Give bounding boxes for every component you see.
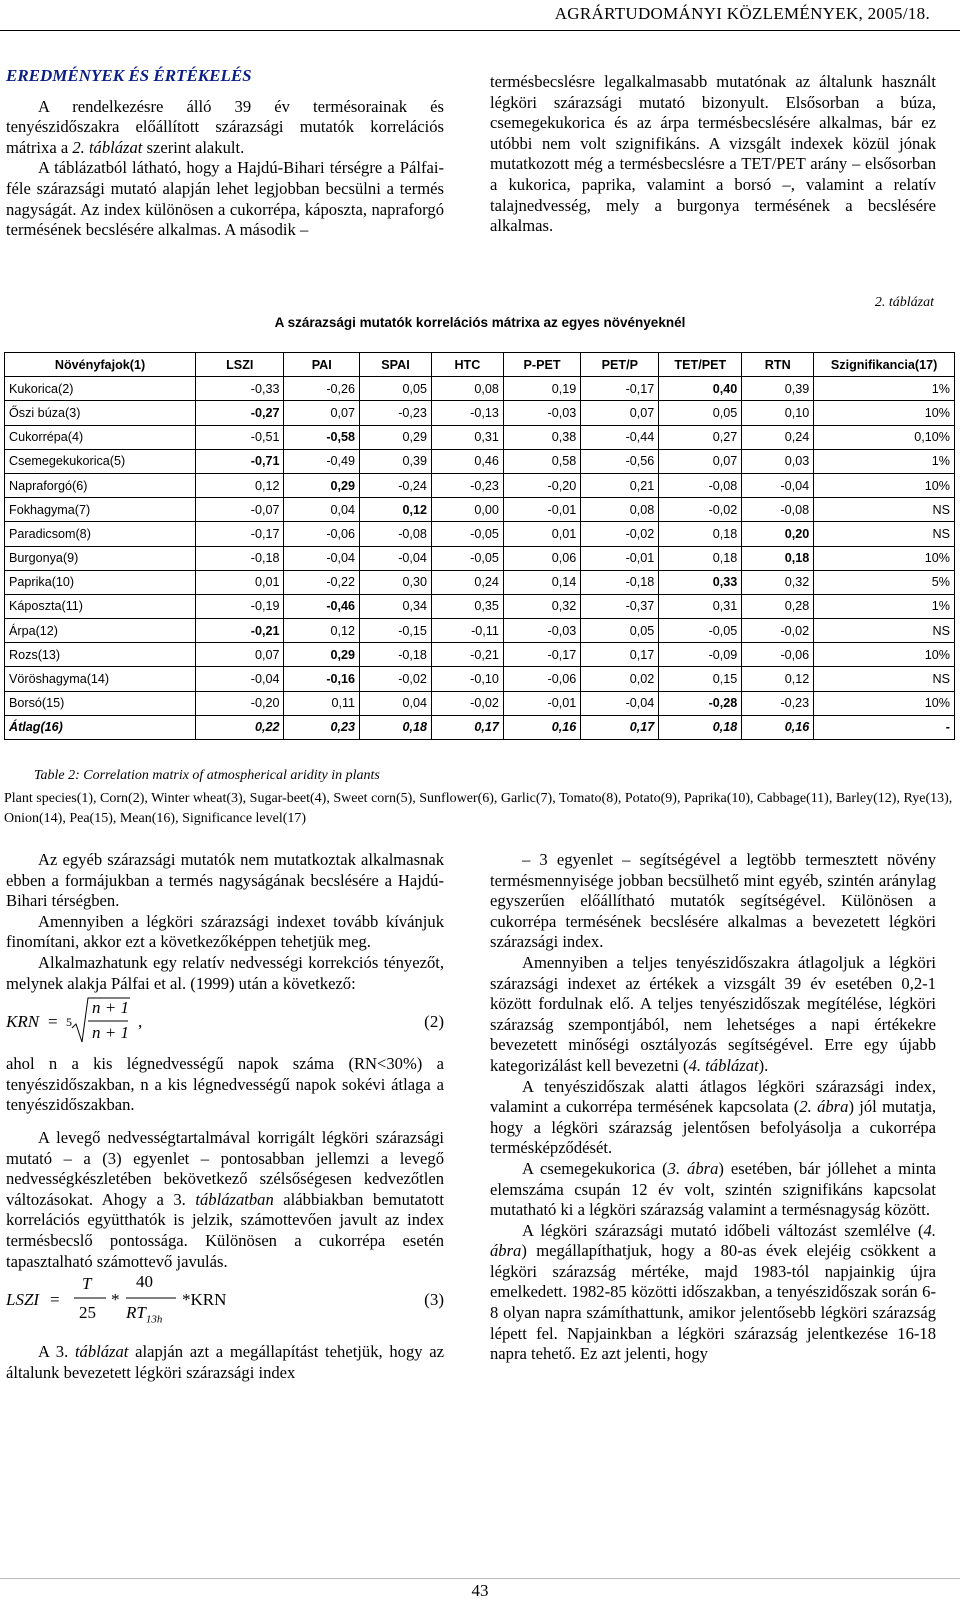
- value-cell: 0,34: [360, 594, 432, 618]
- equation-3: LSZI = T 25 * 40 $RT_{13h}$ *KRN (3): [6, 1272, 444, 1326]
- right-column-bottom: [490, 850, 936, 1365]
- table-row: [5, 619, 955, 643]
- value-cell: 0,38: [503, 425, 580, 449]
- table-header-cell: PAI: [284, 353, 360, 377]
- value-cell: 0,14: [503, 570, 580, 594]
- value-cell: -0,27: [196, 401, 284, 425]
- value-cell: 0,07: [581, 401, 659, 425]
- value-cell: -0,17: [196, 522, 284, 546]
- value-cell: 0,12: [742, 667, 814, 691]
- value-cell: 0,16: [742, 715, 814, 739]
- mean-row: [5, 715, 955, 739]
- value-cell: 0,17: [581, 643, 659, 667]
- value-cell: 5%: [814, 570, 955, 594]
- plant-name-cell: Fokhagyma(7): [5, 498, 196, 522]
- value-cell: 10%: [814, 473, 955, 497]
- table-header-cell: RTN: [742, 353, 814, 377]
- value-cell: 0,24: [431, 570, 503, 594]
- left-column-top: [6, 66, 444, 241]
- value-cell: 0,27: [659, 425, 742, 449]
- value-cell: -0,03: [503, 619, 580, 643]
- value-cell: 10%: [814, 691, 955, 715]
- table-row: [5, 449, 955, 473]
- value-cell: NS: [814, 498, 955, 522]
- value-cell: 0,12: [196, 473, 284, 497]
- table-row: [5, 570, 955, 594]
- plant-name-cell: Árpa(12): [5, 619, 196, 643]
- paragraph: Amennyiben a teljes tenyészidőszakra átlagoljuk a légköri szárazsági indexet az értékek a vizsgált 39 év esetében 0,2-1 között fordulnak elő. A teljes tenyészidőszak megítélése, légköri szárazság szempontjából, nem lehetséges a napi értékekre bevezetett minőségi osztályozás segítségével. Erre egy újabb kategorizálást kell bevezetni (4. táblázat).: [490, 952, 936, 1075]
- value-cell: 0,08: [431, 377, 503, 401]
- value-cell: -0,19: [196, 594, 284, 618]
- value-cell: 0,18: [659, 522, 742, 546]
- plant-name-cell: Borsó(15): [5, 691, 196, 715]
- value-cell: 0,04: [284, 498, 360, 522]
- value-cell: 0,00: [431, 498, 503, 522]
- value-cell: -0,56: [581, 449, 659, 473]
- paragraph: A tenyészidőszak alatti átlagos légköri szárazsági index, valamint a cukorrépa termésének kapcsolata (2. ábra) jól mutatja, hogy a légköri szárazság jelentősen befolyásolja a cukorrépa termésképződését.: [490, 1076, 936, 1158]
- table-row: [5, 425, 955, 449]
- value-cell: 0,12: [360, 498, 432, 522]
- value-cell: -0,02: [659, 498, 742, 522]
- value-cell: 1%: [814, 449, 955, 473]
- plant-name-cell: Kukorica(2): [5, 377, 196, 401]
- value-cell: -0,06: [503, 667, 580, 691]
- table-row: [5, 473, 955, 497]
- plant-name-cell: Paprika(10): [5, 570, 196, 594]
- value-cell: -0,37: [581, 594, 659, 618]
- value-cell: -0,23: [431, 473, 503, 497]
- value-cell: -0,44: [581, 425, 659, 449]
- value-cell: -0,17: [581, 377, 659, 401]
- paragraph: A csemegekukorica (3. ábra) esetében, bár jóllehet a minta elemszáma csupán 12 év volt, szintén szignifikáns kapcsolat mutatható ki a légköri szárazság valamint a termésnagyság között.: [490, 1158, 936, 1220]
- value-cell: 0,04: [360, 691, 432, 715]
- value-cell: 0,40: [659, 377, 742, 401]
- value-cell: -0,18: [360, 643, 432, 667]
- table-row: [5, 498, 955, 522]
- value-cell: 0,30: [360, 570, 432, 594]
- header-rule: [0, 30, 960, 31]
- value-cell: 0,23: [284, 715, 360, 739]
- value-cell: 0,35: [431, 594, 503, 618]
- value-cell: 0,11: [284, 691, 360, 715]
- value-cell: -0,03: [503, 401, 580, 425]
- value-cell: 0,01: [196, 570, 284, 594]
- table-header-cell: Szignifikancia(17): [814, 353, 955, 377]
- paragraph: Az egyéb szárazsági mutatók nem mutatkoztak alkalmasnak ebben a formájukban a termés nagyságának becslésére a Hajdú-Bihari térségben.: [6, 850, 444, 911]
- equation-2: KRN = 5 n + 1 n + 1 , (2): [6, 994, 444, 1054]
- table-english-legend: Plant species(1), Corn(2), Winter wheat(3), Sugar-beet(4), Sweet corn(5), Sunflower(6), Garlic(7), Tomato(8), Potato(9), Paprika(10), Cabbage(11), Barley(12), Rye(13), Onion(14), Pea(15), Mean(16), Significance level(17): [4, 791, 953, 826]
- value-cell: -0,05: [431, 522, 503, 546]
- value-cell: -0,22: [284, 570, 360, 594]
- paragraph: Amennyiben a légköri szárazsági indexet tovább kívánjuk finomítani, akkor ezt a következőképpen tehetjük meg.: [6, 911, 444, 952]
- table-row: [5, 691, 955, 715]
- table-row: [5, 546, 955, 570]
- value-cell: 0,17: [581, 715, 659, 739]
- value-cell: 0,08: [581, 498, 659, 522]
- value-cell: -0,20: [196, 691, 284, 715]
- value-cell: 0,46: [431, 449, 503, 473]
- table-header-cell: PET/P: [581, 353, 659, 377]
- table-header-cell: HTC: [431, 353, 503, 377]
- value-cell: 0,29: [284, 473, 360, 497]
- value-cell: -0,02: [360, 667, 432, 691]
- plant-name-cell: Burgonya(9): [5, 546, 196, 570]
- value-cell: 0,10%: [814, 425, 955, 449]
- value-cell: 0,22: [196, 715, 284, 739]
- value-cell: -0,26: [284, 377, 360, 401]
- value-cell: 0,18: [659, 715, 742, 739]
- value-cell: -0,04: [581, 691, 659, 715]
- value-cell: -: [814, 715, 955, 739]
- value-cell: -0,06: [742, 643, 814, 667]
- value-cell: -0,01: [581, 546, 659, 570]
- value-cell: 0,32: [742, 570, 814, 594]
- value-cell: 1%: [814, 377, 955, 401]
- value-cell: -0,01: [503, 691, 580, 715]
- value-cell: -0,01: [503, 498, 580, 522]
- table-row: [5, 377, 955, 401]
- value-cell: 0,10: [742, 401, 814, 425]
- value-cell: 0,18: [742, 546, 814, 570]
- value-cell: 0,21: [581, 473, 659, 497]
- value-cell: 0,12: [284, 619, 360, 643]
- value-cell: -0,24: [360, 473, 432, 497]
- paragraph: A levegő nedvességtartalmával korrigált légköri szárazsági mutató – a (3) egyenlet – pontosabban jellemzi a levegő nedvességkészletében bekövetkező szélsőségesen kedvezőtlen változásokat. Ahogy a 3. táblázatban alábbiakban bemutatott korrelációs együtthatók is jelzik, számottevően javult az index termésbecslő pontossága. Különösen a cukorrépa esetén tapasztalható számottevő javulás.: [6, 1127, 444, 1271]
- plant-name-cell: Napraforgó(6): [5, 473, 196, 497]
- paragraph: – 3 egyenlet – segítségével a legtöbb termesztett növény termésmennyisége jobban becsülhető mint egyéb, szintén aránylag egyszerűen előállítható mutatók segítségével. Különösen a cukorrépa termésének becslésére alkalmas a bevezetett légköri szárazsági index.: [490, 850, 936, 952]
- value-cell: -0,02: [431, 691, 503, 715]
- table-row: [5, 522, 955, 546]
- value-cell: 10%: [814, 643, 955, 667]
- value-cell: -0,18: [196, 546, 284, 570]
- value-cell: -0,23: [742, 691, 814, 715]
- paragraph: A légköri szárazsági mutató időbeli változást szemlélve (4. ábra) megállapíthatjuk, hogy a 80-as évek elejéig csökkent a légköri szárazság mértéke, majd 1983-tól napjainkig újra emelkedett. 1982-85 közötti időszakban, a tenyészidőszak során 6-8 olyan napra számíthattunk, amikor jelentősebb légköri szárazság lépett fel. Napjainkban a légköri szárazság jelentkezése 16-18 napra tehető. Ez azt jelenti, hogy: [490, 1220, 936, 1364]
- plant-name-cell: Átlag(16): [5, 715, 196, 739]
- paragraph: ahol n a kis légnedvességű napok száma (RN<30%) a tenyészidőszakban, n a kis légnedvességű napok sokévi átlaga a tenyészidőszakban.: [6, 1054, 444, 1115]
- table-header-cell: TET/PET: [659, 353, 742, 377]
- value-cell: -0,28: [659, 691, 742, 715]
- plant-name-cell: Csemegekukorica(5): [5, 449, 196, 473]
- value-cell: -0,17: [503, 643, 580, 667]
- value-cell: -0,18: [581, 570, 659, 594]
- value-cell: -0,49: [284, 449, 360, 473]
- value-cell: -0,23: [360, 401, 432, 425]
- left-column-bottom: [6, 850, 444, 1383]
- journal-header: AGRÁRTUDOMÁNYI KÖZLEMÉNYEK, 2005/18.: [554, 4, 930, 23]
- value-cell: NS: [814, 522, 955, 546]
- value-cell: -0,06: [284, 522, 360, 546]
- value-cell: 0,20: [742, 522, 814, 546]
- value-cell: 0,31: [431, 425, 503, 449]
- value-cell: -0,21: [431, 643, 503, 667]
- value-cell: NS: [814, 667, 955, 691]
- value-cell: 0,03: [742, 449, 814, 473]
- value-cell: -0,10: [431, 667, 503, 691]
- paragraph: A 3. táblázat alapján azt a megállapítást tehetjük, hogy az általunk bevezetett légköri szárazsági index: [6, 1342, 444, 1382]
- table-header-cell: SPAI: [360, 353, 432, 377]
- value-cell: -0,07: [196, 498, 284, 522]
- value-cell: -0,20: [503, 473, 580, 497]
- table-header-cell: P-PET: [503, 353, 580, 377]
- table-row: [5, 643, 955, 667]
- value-cell: -0,71: [196, 449, 284, 473]
- table-header-row: [5, 353, 955, 377]
- value-cell: 0,32: [503, 594, 580, 618]
- value-cell: 0,17: [431, 715, 503, 739]
- value-cell: -0,21: [196, 619, 284, 643]
- value-cell: 0,39: [742, 377, 814, 401]
- value-cell: -0,02: [742, 619, 814, 643]
- paragraph: A rendelkezésre álló 39 év termésorainak és tenyészidőszakra előállított szárazsági mutatók korrelációs mátrixa a 2. táblázat szerint alakult.: [6, 96, 444, 157]
- value-cell: -0,05: [659, 619, 742, 643]
- table-header-cell: Növényfajok(1): [5, 353, 196, 377]
- value-cell: 0,05: [581, 619, 659, 643]
- value-cell: -0,08: [742, 498, 814, 522]
- plant-name-cell: Vöröshagyma(14): [5, 667, 196, 691]
- value-cell: 0,18: [659, 546, 742, 570]
- value-cell: -0,09: [659, 643, 742, 667]
- value-cell: -0,58: [284, 425, 360, 449]
- paragraph: Alkalmazhatunk egy relatív nedvességi korrekciós tényezőt, melynek alakja Pálfai et al. (1999) után a következő:: [6, 952, 444, 993]
- value-cell: 0,06: [503, 546, 580, 570]
- value-cell: 0,29: [360, 425, 432, 449]
- value-cell: -0,08: [360, 522, 432, 546]
- value-cell: 10%: [814, 546, 955, 570]
- value-cell: 0,15: [659, 667, 742, 691]
- value-cell: 0,28: [742, 594, 814, 618]
- right-column-top: [490, 72, 936, 237]
- value-cell: 0,58: [503, 449, 580, 473]
- value-cell: -0,15: [360, 619, 432, 643]
- value-cell: 0,07: [196, 643, 284, 667]
- value-cell: -0,13: [431, 401, 503, 425]
- table-row: [5, 667, 955, 691]
- table-row: [5, 401, 955, 425]
- value-cell: -0,46: [284, 594, 360, 618]
- value-cell: 0,07: [659, 449, 742, 473]
- value-cell: -0,33: [196, 377, 284, 401]
- value-cell: 1%: [814, 594, 955, 618]
- value-cell: -0,04: [196, 667, 284, 691]
- value-cell: 10%: [814, 401, 955, 425]
- value-cell: -0,11: [431, 619, 503, 643]
- section-title: EREDMÉNYEK ÉS ÉRTÉKELÉS: [6, 66, 252, 85]
- value-cell: 0,19: [503, 377, 580, 401]
- value-cell: 0,31: [659, 594, 742, 618]
- value-cell: -0,04: [742, 473, 814, 497]
- value-cell: 0,05: [360, 377, 432, 401]
- value-cell: 0,07: [284, 401, 360, 425]
- value-cell: -0,02: [581, 522, 659, 546]
- value-cell: -0,05: [431, 546, 503, 570]
- value-cell: 0,33: [659, 570, 742, 594]
- footer-rule: [0, 1578, 960, 1579]
- plant-name-cell: Paradicsom(8): [5, 522, 196, 546]
- paragraph: A táblázatból látható, hogy a Hajdú-Bihari térségre a Pálfai-féle szárazsági mutató alapján lehet legjobban becsülni a termés nagyságát. Az index különösen a cukorrépa, káposzta, napraforgó termésének becslésére alkalmas. A második –: [6, 158, 444, 240]
- plant-name-cell: Rozs(13): [5, 643, 196, 667]
- table-row: [5, 594, 955, 618]
- table-english-title: Table 2: Correlation matrix of atmospherical aridity in plants: [34, 768, 380, 783]
- value-cell: 0,18: [360, 715, 432, 739]
- value-cell: 0,01: [503, 522, 580, 546]
- value-cell: -0,16: [284, 667, 360, 691]
- value-cell: 0,16: [503, 715, 580, 739]
- value-cell: NS: [814, 619, 955, 643]
- value-cell: -0,04: [284, 546, 360, 570]
- value-cell: 0,39: [360, 449, 432, 473]
- plant-name-cell: Káposzta(11): [5, 594, 196, 618]
- page-number: 43: [471, 1581, 489, 1600]
- table-reference: 2. táblázat: [72, 137, 143, 157]
- plant-name-cell: Őszi búza(3): [5, 401, 196, 425]
- table-title: A szárazsági mutatók korrelációs mátrixa az egyes növényeknél: [274, 315, 686, 330]
- correlation-table: [4, 352, 955, 740]
- value-cell: -0,04: [360, 546, 432, 570]
- value-cell: -0,08: [659, 473, 742, 497]
- table-header-cell: LSZI: [196, 353, 284, 377]
- paragraph: termésbecslésre legalkalmasabb mutatónak az általunk használt légköri szárazsági mutató bizonyult. Elsősorban a búza, csemegekukorica és az árpa termésbecslésére alkalmas, bár ez utóbbi nem volt szignifikáns. A vizsgált indexek közül jónak mutatkozott még a termésbecslésre a TET/PET arány – elsősorban a kukorica, paprika, valamint a borsó –, valamint a relatív talajnedvesség, mely a burgonya termésének a becslésére alkalmas.: [490, 72, 936, 236]
- value-cell: 0,24: [742, 425, 814, 449]
- value-cell: 0,02: [581, 667, 659, 691]
- table-label: 2. táblázat: [874, 295, 934, 310]
- value-cell: -0,51: [196, 425, 284, 449]
- plant-name-cell: Cukorrépa(4): [5, 425, 196, 449]
- value-cell: 0,05: [659, 401, 742, 425]
- value-cell: 0,29: [284, 643, 360, 667]
